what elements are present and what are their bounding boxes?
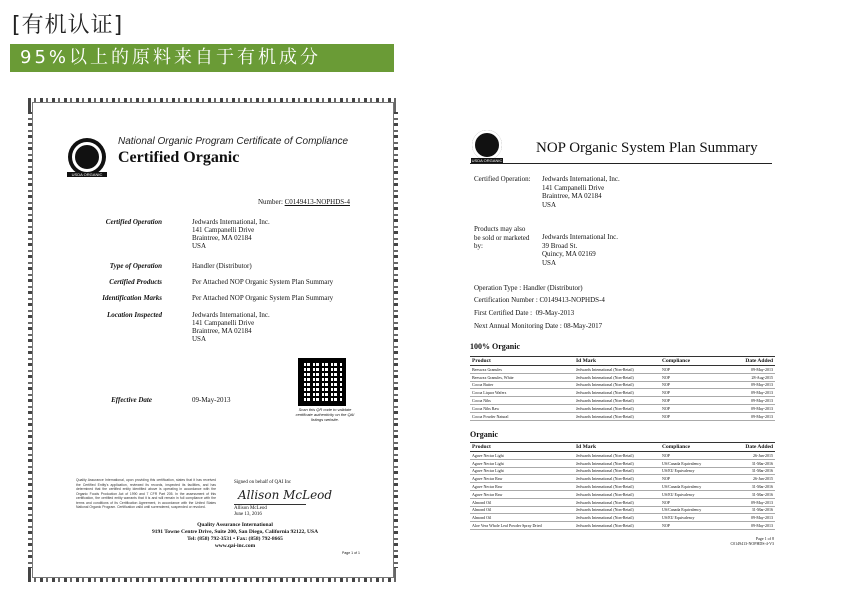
summary-doc-code: C0149413-NOPHDS-4-V3 [730,541,774,546]
issuer-address: 9191 Towne Centre Drive, Suite 200, San Diego, California 92122, USA [151,529,319,535]
field-label: Identification Marks [102,294,162,302]
signature-line [234,504,306,505]
cell-product: Beeswax Granules [470,366,574,374]
cell-compliance: NOP [660,397,726,405]
divider [470,163,772,164]
cell-date-added: 31-Mar-2016 [726,459,775,467]
cell-date-added: 31-Mar-2016 [726,490,775,498]
cell-id-mark: Jedwards International (Non-Retail) [574,467,660,475]
table-row [470,459,775,467]
table-row [470,452,775,460]
cell-product: Agave Nectar Light [470,452,574,460]
cell-date-added: 09-May-2013 [726,397,775,405]
cell-compliance: NOP [660,373,726,381]
cell-date-added: 28-Aug-2015 [726,373,775,381]
signer [234,506,267,518]
products-table-organic [470,442,775,530]
field-value: Jedwards International, Inc. 141 Campanelli Drive Braintree, MA 02184 USA [192,218,270,250]
marketed-by-label: Products may also be sold or marketed by: [474,225,530,250]
marketed-by-value: Jedwards International Inc. 39 Broad St. Quincy, MA 02169 USA [542,233,618,267]
col-product: Product [470,443,574,452]
field-label: Certified Operation [105,218,162,226]
section-title-100-organic: 100% Organic [470,342,520,351]
col-date-added: Date Added [726,443,775,452]
cell-id-mark: Jedwards International (Non-Retail) [574,389,660,397]
cell-id-mark: Jedwards International (Non-Retail) [574,514,660,522]
cell-compliance: NOP [660,522,726,530]
number-label: Number: [258,198,283,206]
col-date-added: Date Added [726,357,775,366]
cell-product: Cocoa Liquor Wafers [470,389,574,397]
cell-date-added: 09-May-2013 [726,522,775,530]
organic-banner: 95%以上的原料来自于有机成分 [10,44,394,72]
cell-compliance: US/EU Equivalency [660,490,726,498]
cell-id-mark: Jedwards International (Non-Retail) [574,498,660,506]
cell-product: Aloe Vera Whole Leaf Powder Spray Dried [470,522,574,530]
field-label: Type of Operation [109,262,162,270]
cell-id-mark: Jedwards International (Non-Retail) [574,475,660,483]
certificate-heading: Certified Organic [118,149,240,166]
table-row [470,381,775,389]
table-row [470,483,775,491]
cell-product: Cocoa Nibs [470,397,574,405]
cell-id-mark: Jedwards International (Non-Retail) [574,459,660,467]
cell-compliance: NOP [660,498,726,506]
table-row [470,467,775,475]
cell-compliance: US/Canada Equivalency [660,459,726,467]
cell-compliance: NOP [660,366,726,374]
cell-compliance: US/Canada Equivalency [660,506,726,514]
cell-date-added: 31-Mar-2016 [726,483,775,491]
cell-id-mark: Jedwards International (Non-Retail) [574,381,660,389]
cell-product: Agave Nectar Raw [470,483,574,491]
issuer-name: Quality Assurance International [197,522,273,528]
cell-compliance: NOP [660,381,726,389]
field-value: Per Attached NOP Organic System Plan Summary [192,278,334,286]
cell-id-mark: Jedwards International (Non-Retail) [574,522,660,530]
table-row [470,490,775,498]
issuer-website[interactable]: www.qai-inc.com [214,543,256,549]
table-row [470,373,775,381]
col-id-mark: Id Mark [574,357,660,366]
cell-product: Almond Oil [470,498,574,506]
cell-compliance: NOP [660,389,726,397]
cell-compliance: NOP [660,475,726,483]
cell-id-mark: Jedwards International (Non-Retail) [574,490,660,498]
usda-organic-seal-icon [472,130,502,160]
cell-date-added: 09-May-2013 [726,412,775,420]
cell-product: Cocoa Nibs Raw [470,404,574,412]
cell-product: Cocoa Powder Natural [470,412,574,420]
certificate-number [258,198,350,206]
cell-compliance: US/EU Equivalency [660,467,726,475]
cell-compliance: NOP [660,452,726,460]
cell-id-mark: Jedwards International (Non-Retail) [574,506,660,514]
cell-date-added: 09-May-2013 [726,389,775,397]
field-label: Location Inspected [106,311,162,319]
seal-caption: USDA ORGANIC [67,172,107,177]
products-table-100-organic [470,356,775,421]
cell-date-added: 09-May-2013 [726,381,775,389]
table-row [470,389,775,397]
table-row [470,514,775,522]
certified-operation-label: Certified Operation: [474,175,531,183]
signer-name: Allison McLeod [234,506,267,511]
cell-id-mark: Jedwards International (Non-Retail) [574,366,660,374]
cell-date-added: 26-Jan-2015 [726,475,775,483]
cell-id-mark: Jedwards International (Non-Retail) [574,412,660,420]
cell-id-mark: Jedwards International (Non-Retail) [574,397,660,405]
cell-compliance: US/Canada Equivalency [660,483,726,491]
usda-organic-seal-icon [68,138,106,176]
table-row [470,397,775,405]
field-value: Handler (Distributor) [192,262,252,270]
cell-product: Almond Oil [470,514,574,522]
next-monitoring-date: Next Annual Monitoring Date : 08-May-2017 [474,322,603,330]
table-row [470,475,775,483]
table-row [470,404,775,412]
operation-type: Operation Type : Handler (Distributor) [474,284,583,292]
system-plan-summary [462,118,782,558]
cell-date-added: 09-May-2013 [726,404,775,412]
cell-product: Agave Nectar Light [470,459,574,467]
table-header-row [470,443,775,452]
summary-title: NOP Organic System Plan Summary [536,140,758,156]
table-row [470,522,775,530]
cell-date-added: 09-May-2013 [726,514,775,522]
cell-compliance: NOP [660,412,726,420]
cell-product: Agave Nectar Raw [470,475,574,483]
table-row [470,412,775,420]
cell-date-added: 31-Mar-2016 [726,506,775,514]
cell-date-added: 09-May-2013 [726,498,775,506]
certification-number: Certification Number : C0149413-NOPHDS-4 [474,296,605,304]
table-header-row [470,357,775,366]
issuer-block [100,522,370,550]
signed-label: Signed on behalf of QAI Inc [234,480,292,485]
first-certified-date: First Certified Date : 09-May-2013 [474,309,575,317]
table-row [470,366,775,374]
seal-caption: USDA ORGANIC [471,158,503,163]
col-id-mark: Id Mark [574,443,660,452]
signature: Allison McLeod [238,488,333,502]
cell-product: Beeswax Granules, White [470,373,574,381]
cell-date-added: 09-May-2013 [726,366,775,374]
cell-id-mark: Jedwards International (Non-Retail) [574,483,660,491]
certificate-program: National Organic Program Certificate of Compliance [118,136,349,147]
qr-code-icon[interactable] [298,358,346,406]
cell-product: Almond Oil [470,506,574,514]
qr-caption: Scan this QR code to validate certificate authenticity on the QAI listings website. [295,407,355,422]
table-row [470,498,775,506]
cell-id-mark: Jedwards International (Non-Retail) [574,452,660,460]
col-compliance: Compliance [660,443,726,452]
cell-product: Cocoa Butter [470,381,574,389]
col-compliance: Compliance [660,357,726,366]
cell-product: Agave Nectar Light [470,467,574,475]
col-product: Product [470,357,574,366]
certificate-fine-print: Quality Assurance International, upon providing this certification, states that it has received the Certified Entity's application, reviewed its records, inspected its facilities, and has determined that the certified entity identified above is operating in accordance with the Organic Foods Production Act of 1990 and 7 CFR Part 205. In the assessment of this certification, the certified entity warrants that it is and will remain in full compliance with the terms and conditions of its Certification Agreement, in accordance with the United States National Organic Program. Certification valid until surrendered, suspended or revoked. [76,478,216,509]
field-value: Jedwards International, Inc. 141 Campanelli Drive Braintree, MA 02184 USA [192,311,270,343]
cell-date-added: 31-Mar-2016 [726,467,775,475]
cell-compliance: US/EU Equivalency [660,514,726,522]
cell-product: Agave Nectar Raw [470,490,574,498]
summary-page-number: Page 1 of 8 [755,536,774,541]
issuer-phone: Tel: (858) 792-3531 • Fax: (858) 792-8665 [187,536,283,542]
page-title: [有机认证] [12,13,124,38]
certified-operation-value: Jedwards International, Inc. 141 Campanelli Drive Braintree, MA 02184 USA [542,175,620,209]
certificate-page-number: Page 1 of 1 [342,551,360,555]
cell-id-mark: Jedwards International (Non-Retail) [574,373,660,381]
section-title-organic: Organic [470,430,498,439]
field-label: Effective Date [111,396,152,404]
cell-id-mark: Jedwards International (Non-Retail) [574,404,660,412]
field-label: Certified Products [109,278,162,286]
cell-compliance: NOP [660,404,726,412]
field-value: Per Attached NOP Organic System Plan Summary [192,294,334,302]
table-row [470,506,775,514]
summary-footer [730,536,774,546]
number-value: C0149413-NOPHDS-4 [284,198,350,206]
signed-date: June 13, 2016 [234,512,262,517]
field-value: 09-May-2013 [192,396,231,404]
cell-date-added: 26-Jan-2015 [726,452,775,460]
